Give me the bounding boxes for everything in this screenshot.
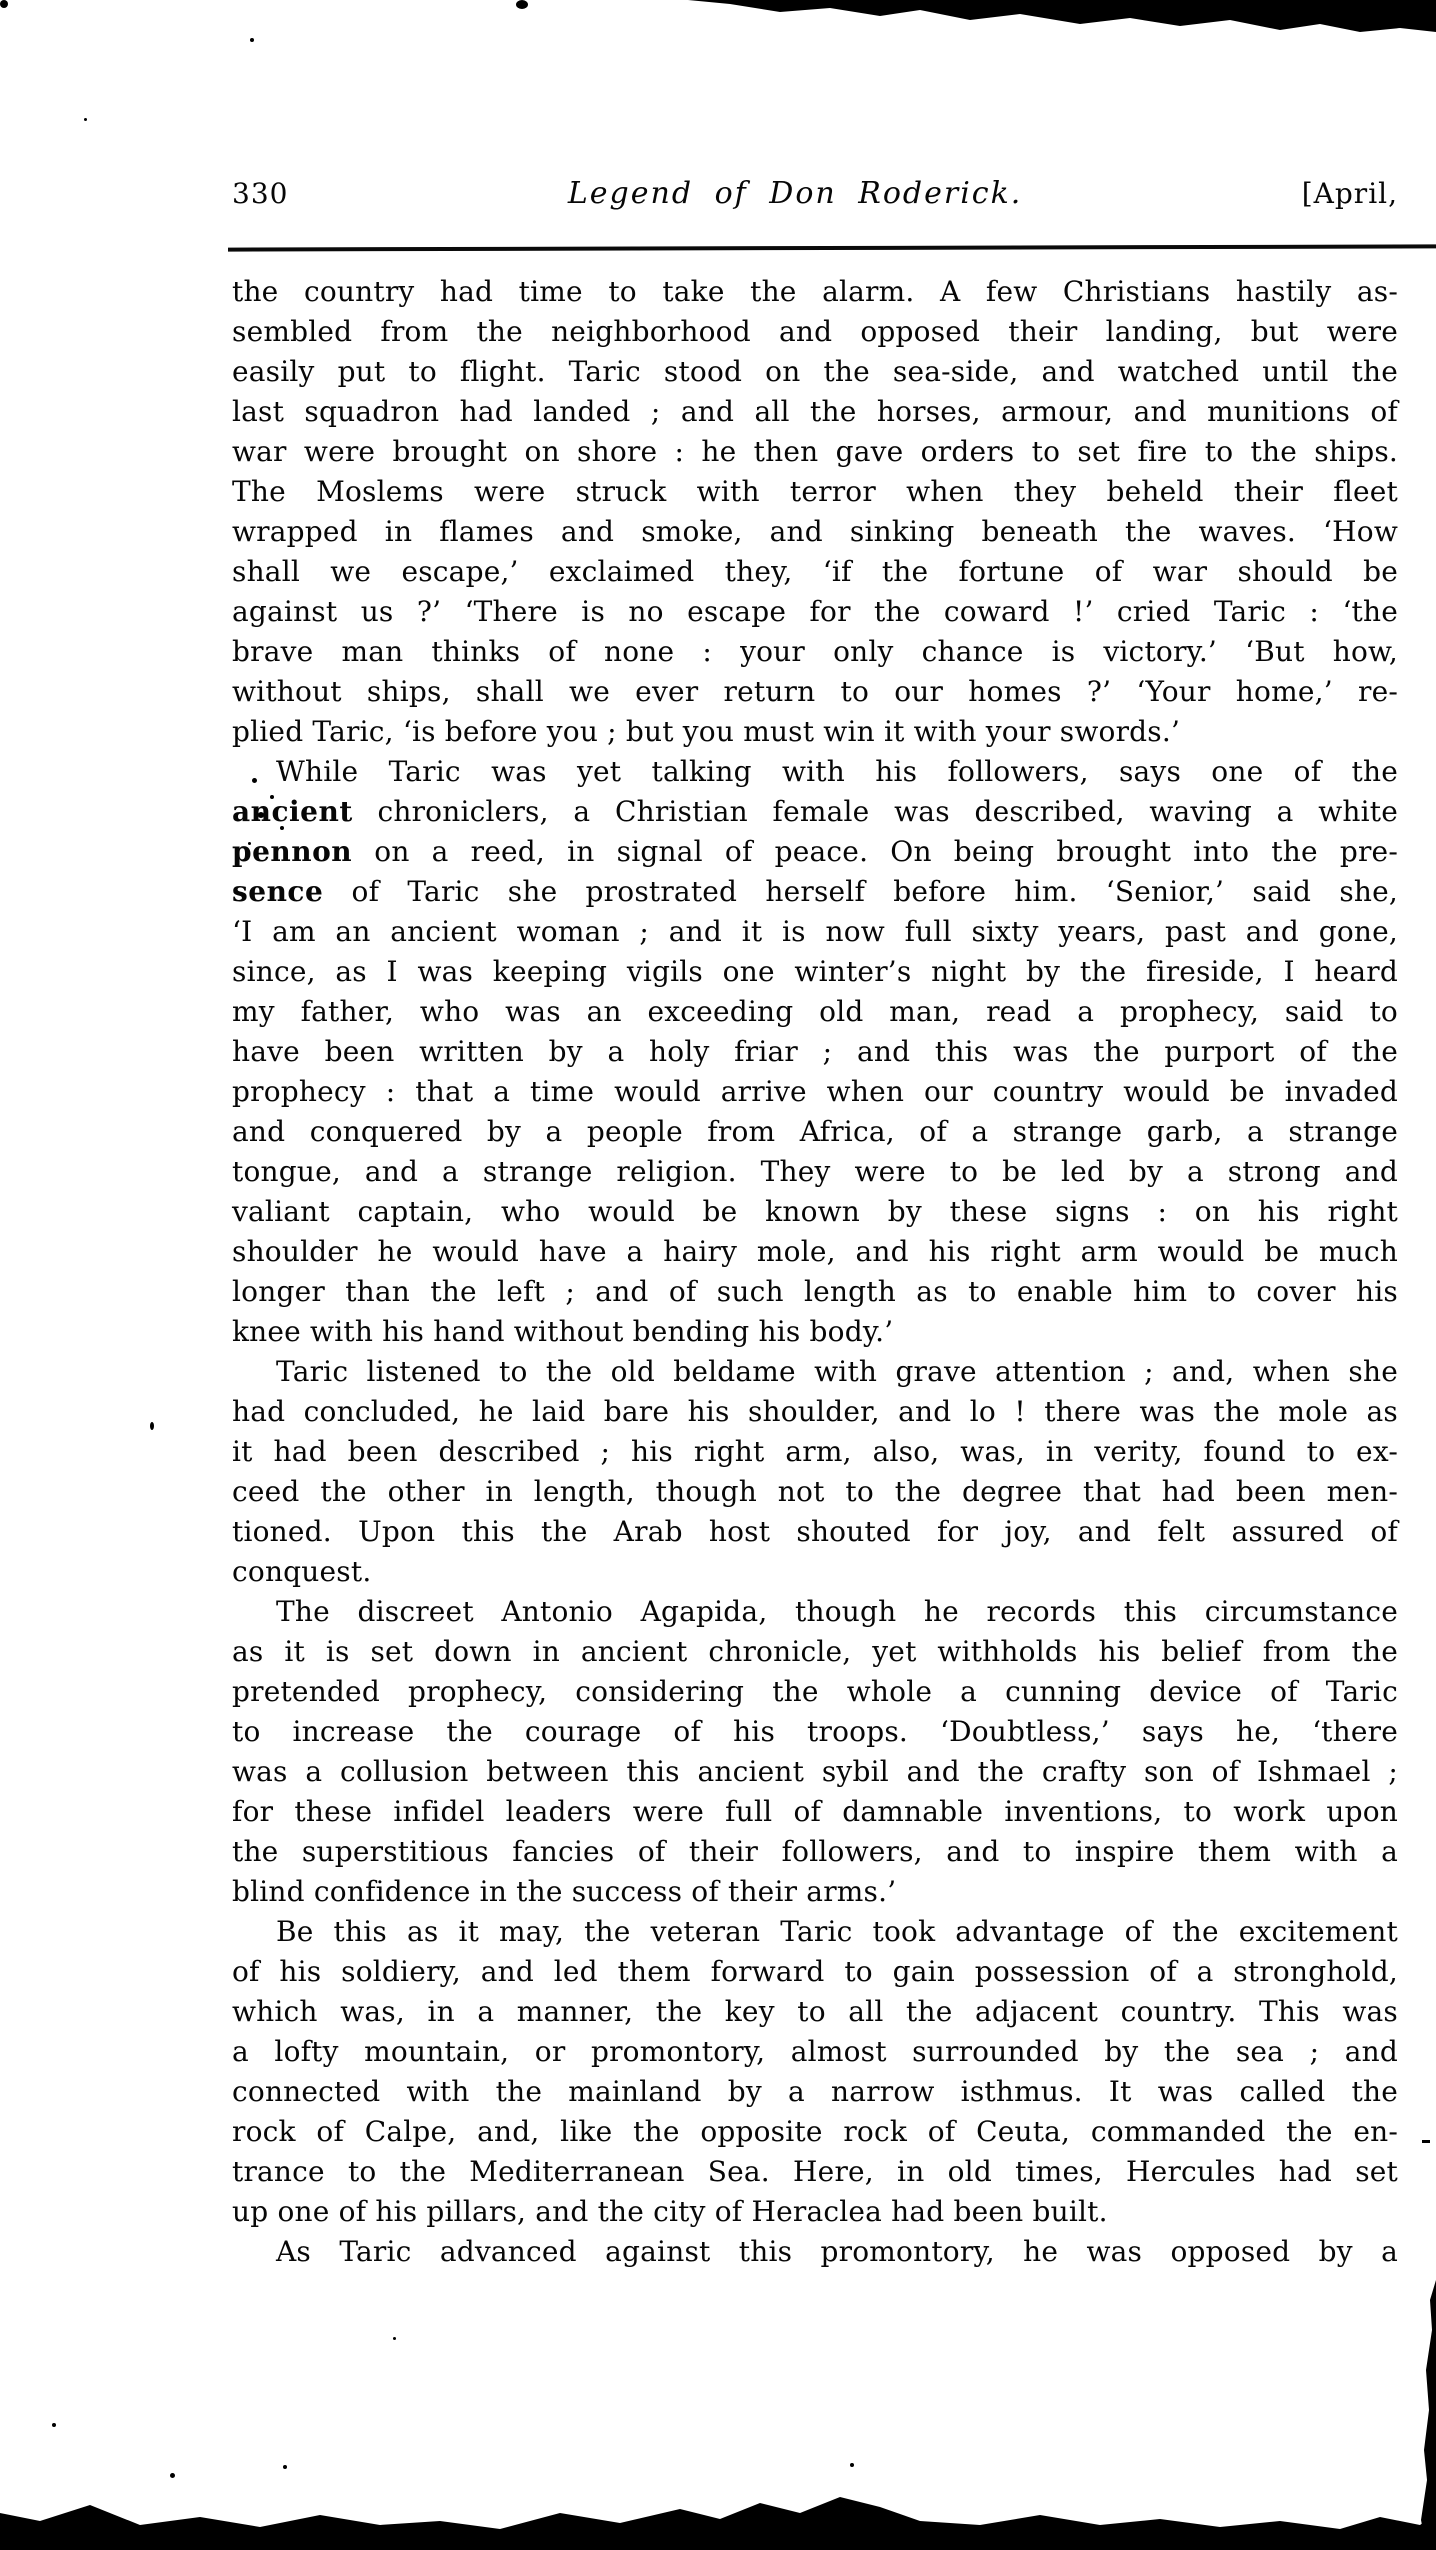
text-line: connected with the mainland by a narrow isthmus. It was called the bbox=[232, 2075, 1398, 2108]
ink-speck bbox=[1422, 2140, 1430, 2143]
text-line: my father, who was an exceeding old man, read a prophecy, said to bbox=[232, 995, 1398, 1028]
text-line: As Taric advanced against this promontory, he was opposed by a bbox=[276, 2235, 1398, 2268]
text-line: rock of Calpe, and, like the opposite rock of Ceuta, commanded the en- bbox=[232, 2115, 1398, 2148]
issue-date: [April, bbox=[1301, 177, 1398, 210]
text-line: knee with his hand without bending his body.’ bbox=[232, 1315, 894, 1348]
ink-speck bbox=[150, 1422, 154, 1430]
text-line: pretended prophecy, considering the whole a cunning device of Taric bbox=[232, 1675, 1398, 1708]
ink-speck bbox=[850, 2463, 854, 2467]
text-line: longer than the left ; and of such length as to enable him to cover his bbox=[232, 1275, 1398, 1308]
text-line: without ships, shall we ever return to our homes ?’ ‘Your home,’ re- bbox=[232, 675, 1398, 708]
text-line: conquest. bbox=[232, 1555, 372, 1588]
scan-artifact-right-edge bbox=[1416, 2280, 1436, 2550]
running-title: Legend of Don Roderick. bbox=[567, 176, 1023, 211]
text-line: shall we escape,’ exclaimed they, ‘if the fortune of war should be bbox=[232, 555, 1398, 588]
scan-artifact-top-edge bbox=[0, 0, 1436, 36]
paragraph bbox=[232, 1352, 1398, 1592]
text-line: of his soldiery, and led them forward to gain possession of a stronghold, bbox=[232, 1955, 1398, 1988]
text-line: The Moslems were struck with terror when they beheld their fleet bbox=[232, 475, 1398, 508]
ink-speck bbox=[250, 38, 254, 42]
ink-speck bbox=[0, 0, 8, 8]
ink-speck bbox=[393, 2337, 396, 2340]
text-line: Be this as it may, the veteran Taric took advantage of the excitement bbox=[276, 1915, 1398, 1948]
text-line: brave man thinks of none : your only chance is victory.’ ‘But how, bbox=[232, 635, 1398, 668]
paragraph bbox=[232, 2232, 1398, 2272]
text-line: wrapped in flames and smoke, and sinking beneath the waves. ‘How bbox=[232, 515, 1398, 548]
paragraph bbox=[232, 752, 1398, 1352]
ink-speck bbox=[52, 2423, 56, 2427]
ink-speck bbox=[283, 2465, 287, 2469]
text-line: up one of his pillars, and the city of Heraclea had been built. bbox=[232, 2195, 1108, 2228]
text-line: ancient chroniclers, a Christian female was described, waving a white bbox=[232, 795, 1398, 828]
ink-speck bbox=[170, 2473, 175, 2478]
ink-speck bbox=[516, 0, 528, 9]
text-line: last squadron had landed ; and all the horses, armour, and munitions of bbox=[232, 395, 1398, 428]
text-line: was a collusion between this ancient sybil and the crafty son of Ishmael ; bbox=[232, 1755, 1398, 1788]
text-line: the superstitious fancies of their followers, and to inspire them with a bbox=[232, 1835, 1398, 1868]
header-rule bbox=[228, 244, 1436, 251]
text-line: trance to the Mediterranean Sea. Here, in old times, Hercules had set bbox=[232, 2155, 1398, 2188]
ink-blotted-word: sence bbox=[232, 875, 324, 908]
text-line: blind confidence in the success of their arms.’ bbox=[232, 1875, 897, 1908]
page-header bbox=[232, 176, 1398, 211]
text-line: which was, in a manner, the key to all the adjacent country. This was bbox=[232, 1995, 1398, 2028]
text-line: against us ?’ ‘There is no escape for the coward !’ cried Taric : ‘the bbox=[232, 595, 1398, 628]
text-line: a lofty mountain, or promontory, almost surrounded by the sea ; and bbox=[232, 2035, 1398, 2068]
text-line: plied Taric, ‘is before you ; but you must win it with your swords.’ bbox=[232, 715, 1181, 748]
ink-speck bbox=[84, 118, 87, 121]
text-line: had concluded, he laid bare his shoulder, and lo ! there was the mole as bbox=[232, 1395, 1398, 1428]
text-line: shoulder he would have a hairy mole, and his right arm would be much bbox=[232, 1235, 1398, 1268]
text-line: easily put to flight. Taric stood on the sea-side, and watched until the bbox=[232, 355, 1398, 388]
text-line: tongue, and a strange religion. They were to be led by a strong and bbox=[232, 1155, 1398, 1188]
text-line: ceed the other in length, though not to the degree that had been men- bbox=[232, 1475, 1398, 1508]
text-line: sence of Taric she prostrated herself before him. ‘Senior,’ said she, bbox=[232, 875, 1398, 908]
paragraph bbox=[232, 272, 1398, 752]
text-line: The discreet Antonio Agapida, though he records this circumstance bbox=[276, 1595, 1398, 1628]
page-text bbox=[232, 272, 1398, 2272]
text-line: war were brought on shore : he then gave orders to set fire to the ships. bbox=[232, 435, 1398, 468]
text-line: as it is set down in ancient chronicle, yet withholds his belief from the bbox=[232, 1635, 1398, 1668]
text-line: tioned. Upon this the Arab host shouted for joy, and felt assured of bbox=[232, 1515, 1398, 1548]
text-line: since, as I was keeping vigils one winter’s night by the fireside, I heard bbox=[232, 955, 1398, 988]
text-line: the country had time to take the alarm. A few Christians hastily as- bbox=[232, 275, 1398, 308]
page-number: 330 bbox=[232, 177, 289, 210]
paragraph bbox=[232, 1592, 1398, 1912]
text-line: have been written by a holy friar ; and this was the purport of the bbox=[232, 1035, 1398, 1068]
text-line: Taric listened to the old beldame with grave attention ; and, when she bbox=[276, 1355, 1398, 1388]
ink-blotted-word: ancient bbox=[232, 795, 353, 828]
text-line: pennon on a reed, in signal of peace. On being brought into the pre- bbox=[232, 835, 1398, 868]
paragraph bbox=[232, 1912, 1398, 2232]
text-line: sembled from the neighborhood and opposed their landing, but were bbox=[232, 315, 1398, 348]
ink-blotted-word: pennon bbox=[232, 835, 353, 868]
text-line: valiant captain, who would be known by these signs : on his right bbox=[232, 1195, 1398, 1228]
text-line: and conquered by a people from Africa, of a strange garb, a strange bbox=[232, 1115, 1398, 1148]
text-line: While Taric was yet talking with his followers, says one of the bbox=[276, 755, 1398, 788]
text-line: prophecy : that a time would arrive when our country would be invaded bbox=[232, 1075, 1398, 1108]
text-line: for these infidel leaders were full of damnable inventions, to work upon bbox=[232, 1795, 1398, 1828]
text-line: it had been described ; his right arm, also, was, in verity, found to ex- bbox=[232, 1435, 1398, 1468]
scan-artifact-bottom-edge bbox=[0, 2495, 1436, 2550]
text-line: to increase the courage of his troops. ‘Doubtless,’ says he, ‘there bbox=[232, 1715, 1398, 1748]
text-line: ‘I am an ancient woman ; and it is now full sixty years, past and gone, bbox=[232, 915, 1398, 948]
